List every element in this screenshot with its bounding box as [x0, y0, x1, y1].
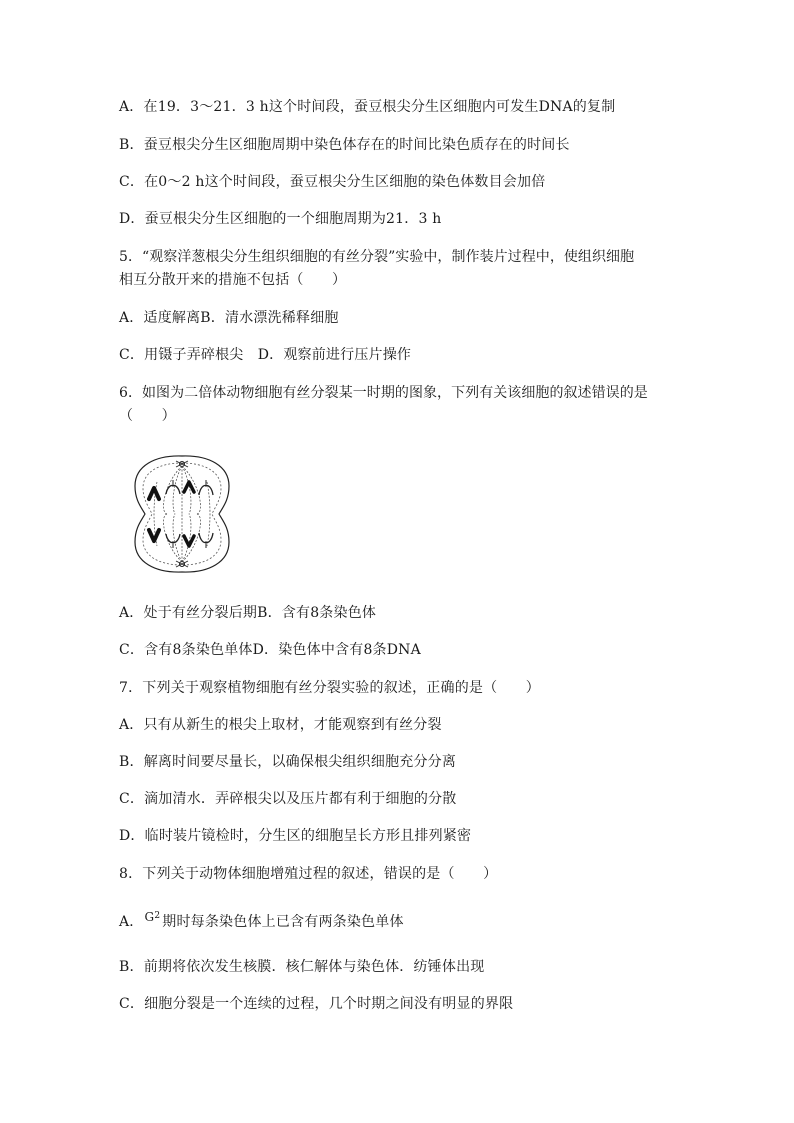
q8-stem: 8．下列关于动物体细胞增殖过程的叙述，错误的是（ ）: [119, 866, 498, 882]
q4-option-c: C．在0～2 h这个时间段，蚕豆根尖分生区细胞的染色体数目会加倍: [119, 174, 546, 190]
mitosis-cell-figure: [129, 452, 235, 576]
q5-stem-line2: 相互分散开来的措施不包括（ ）: [119, 272, 347, 288]
q8-option-a-prefix: A．: [119, 914, 144, 930]
chromosomes-bottom: [149, 530, 213, 548]
q5-stem-line1: 5．“观察洋葱根尖分生组织细胞的有丝分裂”实验中，制作装片过程中，使组织细胞: [119, 249, 635, 265]
g-letter: G: [144, 910, 155, 924]
q8-option-c: C．细胞分裂是一个连续的过程，几个时期之间没有明显的界限: [119, 996, 514, 1012]
q4-option-a: A．在19．3～21．3 h这个时间段，蚕豆根尖分生区细胞内可发生DNA的复制: [119, 99, 616, 115]
q7-stem: 7．下列关于观察植物细胞有丝分裂实验的叙述，正确的是（ ）: [119, 680, 540, 696]
q8-option-a-text: 期时每条染色体上已含有两条染色单体: [162, 914, 404, 930]
q4-option-b: B．蚕豆根尖分生区细胞周期中染色体存在的时间比染色质存在的时间长: [119, 137, 570, 153]
q6-stem-line1: 6．如图为二倍体动物细胞有丝分裂某一时期的图象，下列有关该细胞的叙述错误的是: [119, 385, 648, 401]
q8-option-a: [119, 910, 404, 933]
q7-option-c: C．滴加清水．弄碎根尖以及压片都有利于细胞的分散: [119, 791, 457, 807]
g-subscript: 2: [154, 911, 161, 921]
q7-option-b: B．解离时间要尽量长，以确保根尖组织细胞充分分离: [119, 754, 457, 770]
g2-phase-symbol: [145, 910, 161, 924]
q5-options-ab: A．适度解离B．清水漂洗稀释细胞: [119, 310, 339, 326]
q4-option-d: D．蚕豆根尖分生区细胞的一个细胞周期为21．3 h: [119, 211, 442, 227]
q8-option-b: B．前期将依次发生核膜．核仁解体与染色体．纺锤体出现: [119, 959, 485, 975]
q5-options-cd: C．用镊子弄碎根尖 D．观察前进行压片操作: [119, 347, 412, 363]
chromosomes-top: [149, 480, 213, 499]
spindle-fibers: [154, 466, 210, 562]
q6-stem-line2: （ ）: [119, 408, 176, 424]
q7-option-a: A．只有从新生的根尖上取材，才能观察到有丝分裂: [119, 717, 442, 733]
q7-option-d: D．临时装片镜检时，分生区的细胞呈长方形且排列紧密: [119, 828, 472, 844]
q6-options-cd: C．含有8条染色单体D．染色体中含有8条DNA: [119, 642, 421, 658]
q6-options-ab: A．处于有丝分裂后期B．含有8条染色体: [119, 605, 377, 621]
